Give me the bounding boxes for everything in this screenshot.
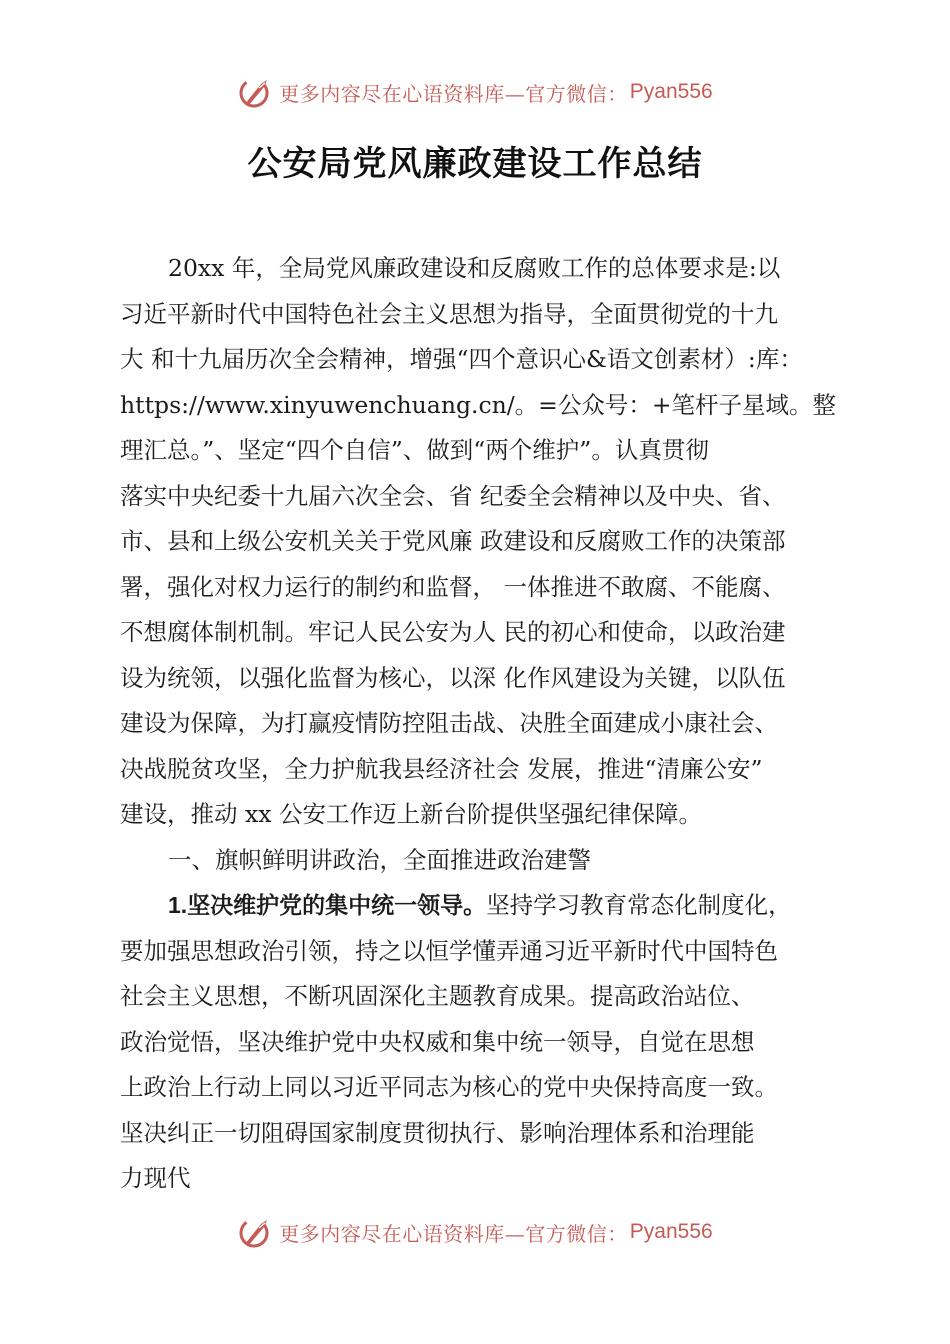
intro-line: 建设，推动 xx 公安工作迈上新台阶提供坚强纪律保障。 <box>120 800 702 828</box>
brush-logo-icon <box>237 1214 273 1250</box>
document-body <box>120 246 860 1202</box>
intro-line: 不想腐体制机制。牢记人民公安为人 民的初心和使命，以政治建 <box>120 618 786 646</box>
document-title: 公安局党风廉政建设工作总结 <box>247 144 703 184</box>
item-text: 坚持学习教育常态化制度化， <box>486 891 792 919</box>
footer-watermark <box>0 1212 950 1252</box>
item-line: 力现代 <box>120 1164 191 1192</box>
item-first-line <box>120 883 860 929</box>
intro-line: 署，强化对权力运行的制约和监督， 一体推进不敢腐、不能腐、 <box>120 572 786 601</box>
item-line: 社会主义思想，不断巩固深化主题教育成果。提高政治站位、 <box>120 982 755 1010</box>
section-heading: 一、旗帜鲜明讲政治，全面推进政治建警 <box>168 845 591 874</box>
intro-line: 20xx 年，全局党风廉政建设和反腐败工作的总体要求是:以 <box>168 254 781 282</box>
intro-line: 建设为保障，为打赢疫情防控阻击战、决胜全面建成小康社会、 <box>120 709 778 737</box>
brush-logo-icon <box>237 74 273 110</box>
item-heading: 1.坚决维护党的集中统一领导。 <box>168 892 487 918</box>
intro-line: https://www.xinyuwenchuang.cn/。=公众号：+笔杆子星域。整 <box>120 390 837 419</box>
item-line: 要加强思想政治引领，持之以恒学懂弄通习近平新时代中国特色 <box>120 936 778 965</box>
intro-line: 大 和十九届历次全会精神，增强“四个意识心&语文创素材）:库： <box>120 345 803 373</box>
item-line: 坚决纠正一切阻碍国家制度贯彻执行、影响治理体系和治理能 <box>120 1118 755 1147</box>
watermark-wechat-id: Pyan556 <box>629 80 713 103</box>
watermark-text: 更多内容尽在心语资料库—官方微信： <box>279 1221 628 1246</box>
watermark-text: 更多内容尽在心语资料库—官方微信： <box>279 81 628 106</box>
item-line: 政治觉悟，坚决维护党中央权威和集中统一领导，自觉在思想 <box>120 1027 755 1056</box>
item-line: 上政治上行动上同以习近平同志为核心的党中央保持高度一致。 <box>120 1073 778 1101</box>
watermark-wechat-id: Pyan556 <box>629 1220 713 1243</box>
header-watermark <box>0 72 950 112</box>
intro-line: 市、县和上级公安机关关于党风廉 政建设和反腐败工作的决策部 <box>120 527 786 555</box>
intro-line: 决战脱贫攻坚，全力护航我县经济社会 发展，推进“清廉公安” <box>120 754 763 783</box>
intro-line: 习近平新时代中国特色社会主义思想为指导，全面贯彻党的十九 <box>120 299 778 328</box>
intro-line: 落实中央纪委十九届六次全会、省 纪委全会精神以及中央、省、 <box>120 481 786 510</box>
intro-line: 设为统领，以强化监督为核心，以深 化作风建设为关键，以队伍 <box>120 663 786 692</box>
intro-line: 理汇总。”、坚定“四个自信”、做到“两个维护”。认真贯彻 <box>120 436 709 464</box>
